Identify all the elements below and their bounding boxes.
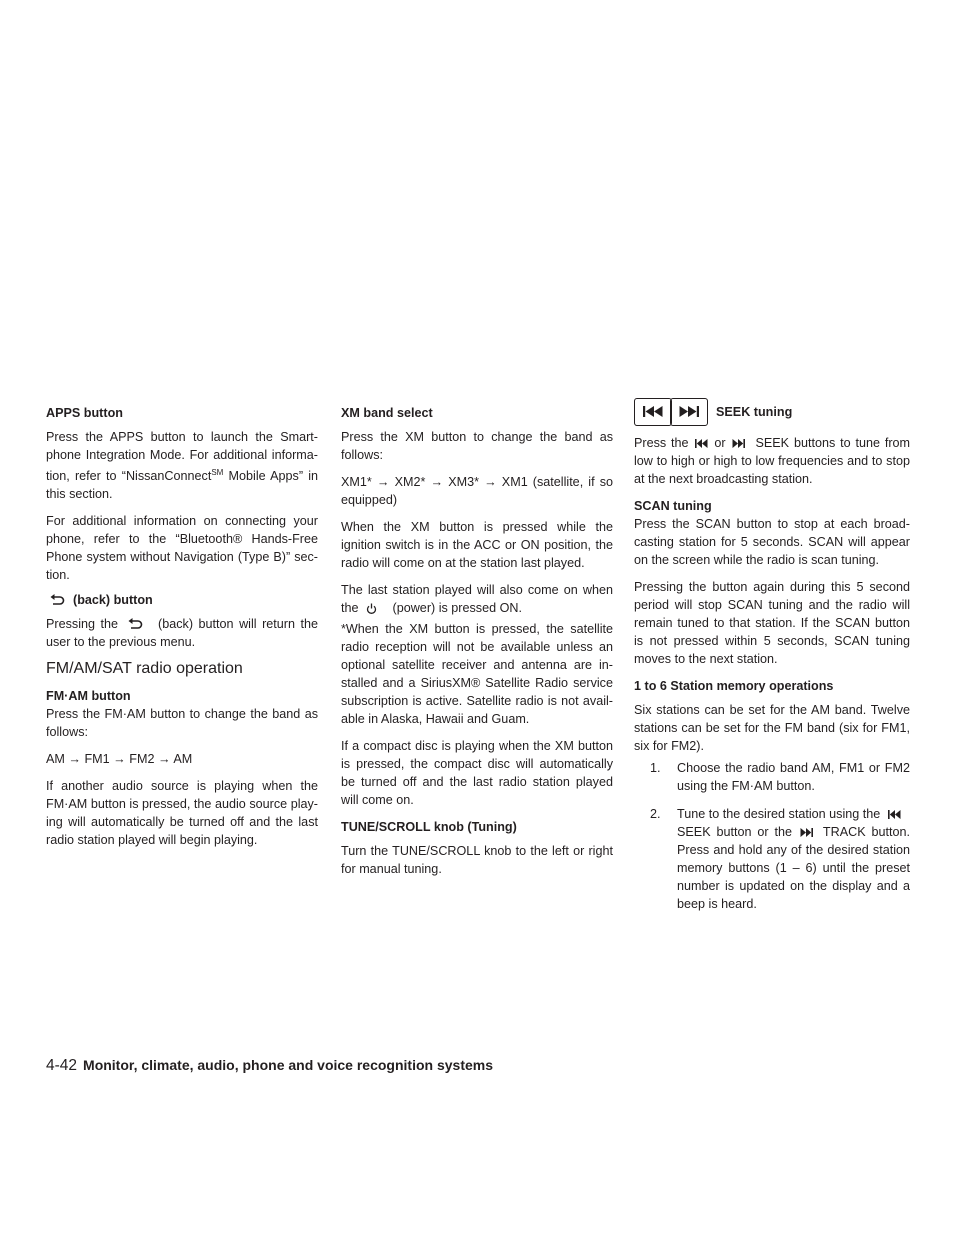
back-paragraph: Pressing the (back) button will return the user to the previous menu. [46, 617, 318, 650]
seek-back-icon [888, 810, 901, 819]
seek-back-icon [634, 398, 672, 426]
seek-heading-row [634, 398, 910, 426]
column-1 [46, 404, 318, 858]
fmam-sequence: AM → FM1 → FM2 → AM [46, 752, 193, 767]
xm-paragraph-4: *When the XM button is pressed, the satellite radio reception will not be available unless an optional satellite receiver and antenna are in-stalled and a SiriusXM® Satellite Radio service subscription is active. Satellite radio is not avail-able in Alaska, Hawaii and Guam. [341, 622, 613, 726]
seek-paragraph: Press the or SEEK buttons to tune from low to high or high to low frequencies and to stop at the next broadcasting station. [634, 436, 911, 486]
seek-forward-icon [732, 439, 745, 448]
xm-paragraph-3: The last station played will also come on when the (power) is pressed ON. [341, 583, 613, 615]
fmam-paragraph-2: If another audio source is playing when the FM·AM button is pressed, the audio source play-ing will automatically be turned off and the last radio station played will begin playing. [46, 779, 318, 848]
seek-back-icon [695, 439, 708, 448]
seek-forward-icon [670, 398, 708, 426]
seek-heading: SEEK tuning [716, 405, 793, 419]
xm-heading: XM band select [341, 406, 433, 420]
fmam-heading: FM·AM button [46, 689, 131, 704]
apps-paragraph-1: Press the APPS button to launch the Smart-phone Integration Mode. For additional informa-tion, refer to “NissanConnect℠ Mobile Apps” in this section. [46, 430, 318, 502]
column-3 [634, 404, 910, 923]
chapter-title: Monitor, climate, audio, phone and voice recognition systems [83, 1057, 493, 1073]
back-arrow-icon [128, 618, 143, 631]
scan-paragraph-2: Pressing the button again during this 5 second period will stop SCAN tuning and the radio will remain tuned to that station. If the SCAN button is not pressed within 5 seconds, SCAN tuning moves to the next station. [634, 580, 910, 666]
seek-forward-icon [800, 828, 813, 837]
xm-paragraph-1: Press the XM button to change the band as follows: [341, 430, 613, 462]
section-title: FM/AM/SAT radio operation [46, 660, 243, 678]
xm-paragraph-5: If a compact disc is playing when the XM button is pressed, the compact disc will automatically be turned off and the last radio station played will come on. [341, 739, 613, 807]
page-number: 4-42 [46, 1057, 78, 1074]
list-item: 2. Tune to the desired station using the SEEK button or the TRACK button. Press and hold any of the desired station memory buttons (1 – 6) until the preset number is updated on the display and a beep is heard. [650, 807, 910, 911]
apps-heading: APPS button [46, 406, 123, 420]
scan-heading: SCAN tuning [634, 499, 712, 513]
power-icon [366, 603, 377, 615]
page-footer [46, 1057, 493, 1075]
back-heading: (back) button [46, 591, 318, 609]
memory-heading: 1 to 6 Station memory operations [634, 679, 834, 693]
fmam-paragraph-1: Press the FM·AM button to change the band as follows: [46, 707, 318, 740]
column-2 [341, 404, 613, 887]
memory-paragraph: Six stations can be set for the AM band. Twelve stations can be set for the FM band (six for FM1, six for FM2). [634, 703, 910, 753]
memory-steps [650, 759, 910, 913]
tune-heading: TUNE/SCROLL knob (Tuning) [341, 820, 517, 834]
xm-sequence: XM1* → XM2* → XM3* → XM1 (satellite, if so equipped) [341, 475, 613, 507]
list-item: 1. Choose the radio band AM, FM1 or FM2 using the FM·AM button. [650, 761, 910, 793]
apps-paragraph-2: For additional information on connecting your phone, refer to the “Bluetooth® Hands-Free Phone system without Navigation (Type B)” sec-tion. [46, 514, 318, 583]
tune-paragraph: Turn the TUNE/SCROLL knob to the left or right for manual tuning. [341, 844, 613, 876]
back-arrow-icon [50, 594, 65, 607]
xm-paragraph-2: When the XM button is pressed while the ignition switch is in the ACC or ON position, the radio will come on at the station last played. [341, 520, 613, 570]
scan-paragraph-1: Press the SCAN button to stop at each broad-casting station for 5 seconds. SCAN will appear on the screen while the radio is scan tuning. [634, 517, 910, 567]
